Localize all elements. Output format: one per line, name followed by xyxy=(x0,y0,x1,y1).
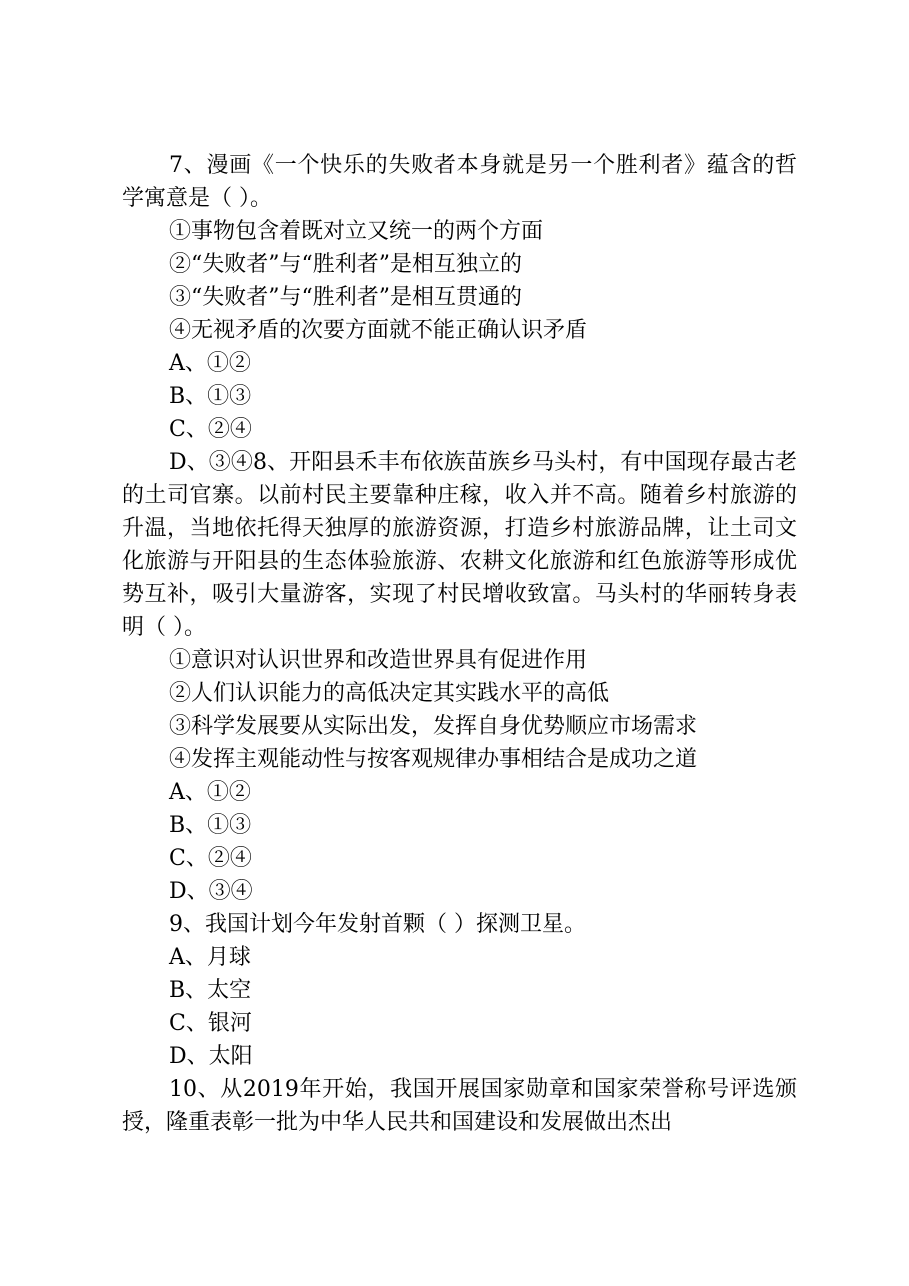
q8-option-b: B、①③ xyxy=(169,813,252,838)
q7-statement-3: ③“失败者”与“胜利者”是相互贯通的 xyxy=(169,285,522,310)
q9-stem: 9、我国计划今年发射首颗（ ）探测卫星。 xyxy=(169,912,586,937)
q8-option-a: A、①② xyxy=(169,780,251,805)
q9-option-d: D、太阳 xyxy=(169,1044,253,1069)
q7-option-a: A、①② xyxy=(169,351,251,376)
q9-option-a: A、月球 xyxy=(169,945,251,970)
q8-statement-1: ①意识对认识世界和改造世界具有促进作用 xyxy=(169,648,588,673)
q7-option-b: B、①③ xyxy=(169,384,252,409)
q7-option-c: C、②④ xyxy=(169,417,252,442)
q9-option-c: C、银河 xyxy=(169,1011,252,1036)
q7-stem: 7、漫画《一个快乐的失败者本身就是另一个胜利者》蕴含的哲学寓意是（ ）。 xyxy=(122,153,797,211)
q8-statement-3: ③科学发展要从实际出发，发挥自身优势顺应市场需求 xyxy=(169,714,698,739)
q9-option-b: B、太空 xyxy=(169,978,252,1003)
q7-option-d: D、③④ xyxy=(169,450,253,475)
document-page xyxy=(122,149,797,1139)
q7-statement-4: ④无视矛盾的次要方面就不能正确认识矛盾 xyxy=(169,318,588,343)
q8-option-d: D、③④ xyxy=(169,879,253,904)
q7-option-d-and-q8-stem xyxy=(122,446,797,644)
q7-statement-1: ①事物包含着既对立又统一的两个方面 xyxy=(169,219,544,244)
q8-stem: 8、开阳县禾丰布依族苗族乡马头村，有中国现存最古老的土司官寨。以前村民主要靠种庄稼，收入并不高。随着乡村旅游的升温，当地依托得天独厚的旅游资源，打造乡村旅游品牌，让土司文化旅游与开阳县的生态体验旅游、农耕文化旅游和红色旅游等形成优势互补，吸引大量游客，实现了村民增收致富。马头村的华丽转身表明（ ）。 xyxy=(122,450,798,640)
q8-statement-4: ④发挥主观能动性与按客观规律办事相结合是成功之道 xyxy=(169,747,698,772)
q8-option-c: C、②④ xyxy=(169,846,252,871)
q10-stem: 10、从2019年开始，我国开展国家勋章和国家荣誉称号评选颁授，隆重表彰一批为中华人民共和国建设和发展做出杰出 xyxy=(122,1077,797,1135)
q8-statement-2: ②人们认识能力的高低决定其实践水平的高低 xyxy=(169,681,610,706)
q7-statement-2: ②“失败者”与“胜利者”是相互独立的 xyxy=(169,252,522,277)
